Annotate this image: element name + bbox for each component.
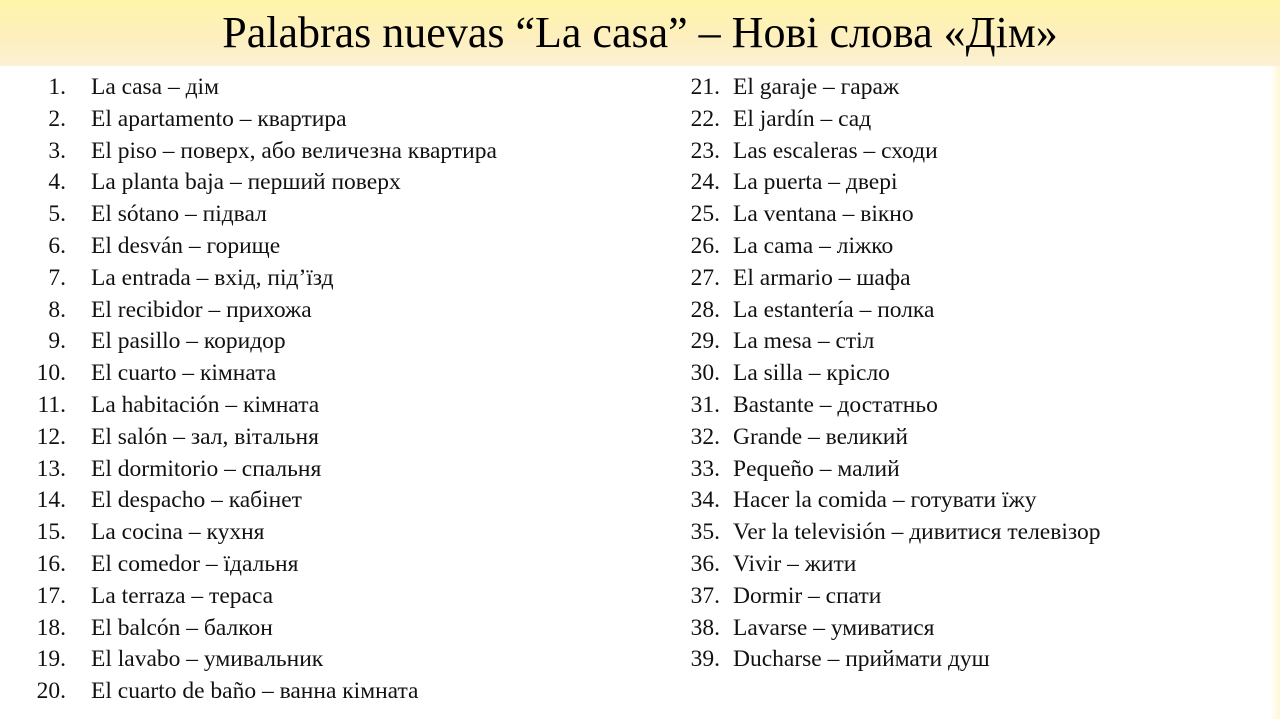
vocab-item-number: 6. <box>48 232 66 259</box>
vocab-item-text: El apartamento – квартира <box>91 105 347 132</box>
slide-title: Palabras nuevas “La casa” – Нові слова «Дім» <box>222 8 1058 57</box>
vocab-item-text: El pasillo – коридор <box>91 328 286 355</box>
vocab-item-text: El recibidor – прихожа <box>91 296 312 323</box>
vocab-list-left <box>0 72 640 708</box>
vocab-item-text: Ducharse – приймати душ <box>733 646 990 673</box>
vocab-item-number: 26. <box>690 232 720 259</box>
vocab-item <box>0 104 640 136</box>
vocab-item <box>0 295 640 327</box>
vocab-item-text: Pequeño – малий <box>733 455 900 482</box>
vocab-item-number: 1. <box>48 74 66 100</box>
vocab-item-number: 33. <box>690 455 720 482</box>
vocab-item-text: El balcón – балкон <box>91 614 273 641</box>
vocab-item <box>640 549 1260 581</box>
vocab-item-number: 9. <box>48 328 66 355</box>
vocab-item <box>0 390 640 422</box>
vocab-item-number: 3. <box>48 137 66 164</box>
vocab-item-text: La puerta – двері <box>733 169 898 196</box>
vocab-item-text: La estantería – полка <box>733 296 935 323</box>
vocab-item-number: 19. <box>36 646 66 673</box>
vocab-item-text: El piso – поверх, або величезна квартира <box>91 137 497 164</box>
vocab-item <box>0 136 640 168</box>
vocab-item-text: El lavabo – умивальник <box>91 646 324 673</box>
vocab-item-number: 32. <box>690 423 720 450</box>
vocab-item <box>0 231 640 263</box>
vocab-item <box>640 199 1260 231</box>
vocab-item-number: 22. <box>690 105 720 132</box>
vocab-item-text: Lavarse – умиватися <box>733 614 935 641</box>
vocab-item-text: El cuarto de baño – ванна кімната <box>91 678 419 705</box>
vocab-item-text: Dormir – спати <box>733 582 882 609</box>
vocab-item-number: 30. <box>690 360 720 387</box>
vocab-item-number: 16. <box>36 550 66 577</box>
vocab-item <box>640 326 1260 358</box>
vocab-item-number: 5. <box>48 201 66 228</box>
vocab-item <box>640 613 1260 645</box>
vocab-item <box>640 104 1260 136</box>
vocab-item <box>640 581 1260 613</box>
vocab-item <box>0 263 640 295</box>
vocab-item <box>640 390 1260 422</box>
vocab-item-text: Hacer la comida – готувати їжу <box>733 487 1037 514</box>
vocab-item-text: El comedor – їдальня <box>91 550 299 577</box>
vocab-item <box>640 644 1260 676</box>
vocab-item-text: El sótano – підвал <box>91 201 267 228</box>
vocab-item-text: La entrada – вхід, під’їзд <box>91 264 334 291</box>
vocab-item-text: La cama – ліжко <box>733 232 894 259</box>
vocab-item-number: 13. <box>36 455 66 482</box>
vocab-item <box>0 517 640 549</box>
vocab-item <box>640 422 1260 454</box>
vocab-item-text: Las escaleras – сходи <box>733 137 938 164</box>
vocab-item-text: El cuarto – кімната <box>91 360 277 387</box>
vocab-item-number: 4. <box>48 169 66 196</box>
vocab-item-number: 28. <box>690 296 720 323</box>
vocab-item-number: 12. <box>36 423 66 450</box>
title-banner <box>0 0 1280 66</box>
vocab-item-number: 24. <box>690 169 720 196</box>
side-shade <box>1270 66 1280 719</box>
vocab-item <box>640 72 1260 104</box>
vocab-item-text: La terraza – тераса <box>91 582 274 609</box>
vocab-item-text: La ventana – вікно <box>733 201 914 228</box>
vocab-item-number: 18. <box>36 614 66 641</box>
vocab-item-number: 27. <box>690 264 720 291</box>
vocab-item-number: 2. <box>48 105 66 132</box>
vocab-item <box>0 485 640 517</box>
vocab-item-number: 11. <box>37 391 66 418</box>
vocab-item-number: 14. <box>36 487 66 514</box>
vocab-item-number: 20. <box>36 678 66 705</box>
vocab-item-text: Grande – великий <box>733 423 908 450</box>
vocab-item <box>0 199 640 231</box>
vocab-item-text: La cocina – кухня <box>91 519 265 546</box>
vocab-item <box>640 231 1260 263</box>
vocab-item-number: 29. <box>690 328 720 355</box>
vocab-item-number: 21. <box>690 74 720 100</box>
vocab-item <box>0 326 640 358</box>
vocab-item-text: La silla – крісло <box>733 360 890 387</box>
vocab-item-text: La habitación – кімната <box>91 391 320 418</box>
vocab-item <box>0 676 640 708</box>
vocab-item-text: Ver la televisión – дивитися телевізор <box>733 519 1101 546</box>
vocab-item-number: 8. <box>48 296 66 323</box>
vocab-item <box>0 422 640 454</box>
vocab-item <box>640 485 1260 517</box>
vocab-item-number: 25. <box>690 201 720 228</box>
vocab-item <box>0 72 640 104</box>
vocab-item-text: La planta baja – перший поверх <box>91 169 401 196</box>
vocab-item-number: 37. <box>690 582 720 609</box>
vocab-item-text: El armario – шафа <box>733 264 911 291</box>
vocab-item <box>640 358 1260 390</box>
vocab-item <box>0 549 640 581</box>
vocab-item-number: 23. <box>690 137 720 164</box>
vocab-item <box>0 581 640 613</box>
vocab-item <box>0 358 640 390</box>
vocab-item-number: 15. <box>36 519 66 546</box>
vocab-item <box>0 644 640 676</box>
vocab-item <box>0 167 640 199</box>
vocab-item-number: 38. <box>690 614 720 641</box>
vocab-item <box>640 295 1260 327</box>
vocab-item-number: 10. <box>36 360 66 387</box>
vocab-item <box>0 454 640 486</box>
vocab-item-number: 17. <box>36 582 66 609</box>
vocab-list-right <box>640 72 1260 676</box>
vocab-item-text: Vivir – жити <box>733 550 857 577</box>
vocab-item-text: El jardín – сад <box>733 105 872 132</box>
vocab-item-text: El despacho – кабінет <box>91 487 302 514</box>
vocab-item <box>640 167 1260 199</box>
vocab-item-text: La mesa – стіл <box>733 328 875 355</box>
vocab-item-text: El dormitorio – спальня <box>91 455 322 482</box>
vocab-item-text: Bastante – достатньо <box>733 391 938 418</box>
vocab-item-text: El garaje – гараж <box>733 74 900 100</box>
vocab-item <box>640 454 1260 486</box>
vocab-item <box>0 613 640 645</box>
vocab-item-number: 31. <box>690 391 720 418</box>
vocab-item <box>640 517 1260 549</box>
vocab-item-number: 35. <box>690 519 720 546</box>
vocab-item-text: El salón – зал, вітальня <box>91 423 319 450</box>
vocab-item-number: 39. <box>690 646 720 673</box>
vocab-item <box>640 136 1260 168</box>
vocab-item-text: El desván – горище <box>91 232 281 259</box>
vocab-item-number: 7. <box>48 264 66 291</box>
vocab-item <box>640 263 1260 295</box>
vocab-item-number: 34. <box>690 487 720 514</box>
vocab-item-number: 36. <box>690 550 720 577</box>
vocab-item-text: La casa – дім <box>91 74 219 100</box>
